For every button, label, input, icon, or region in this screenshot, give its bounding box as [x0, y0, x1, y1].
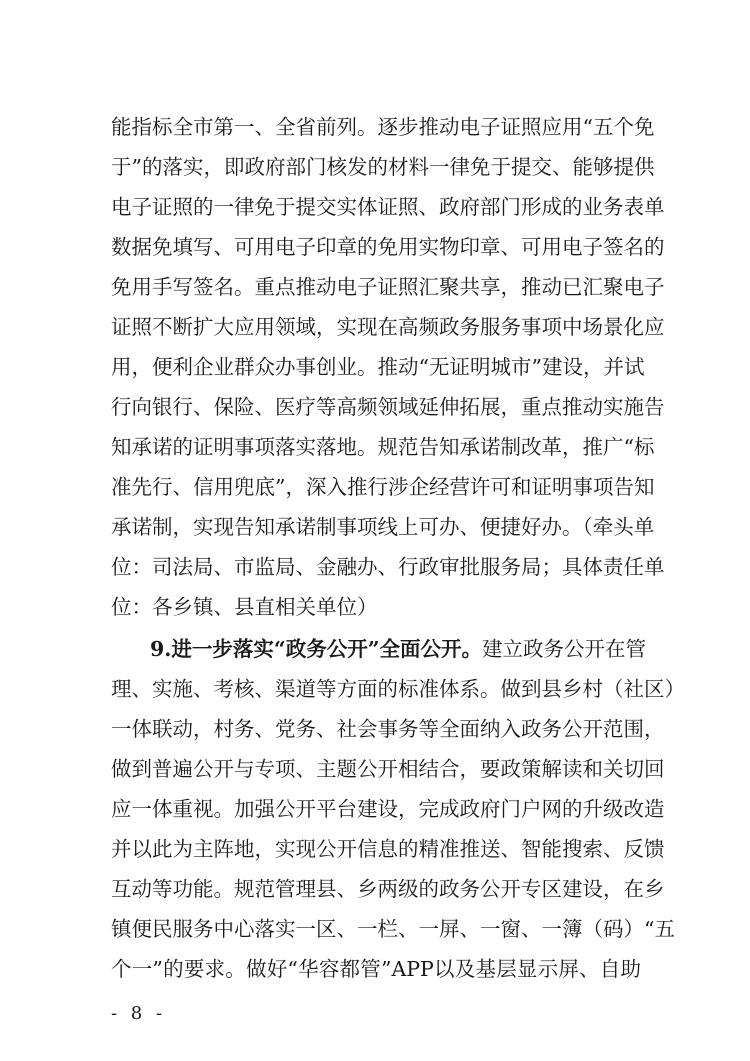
body-line-4: 数据免填写、可用电子印章的免用实物印章、可用电子签名的 [111, 235, 665, 259]
section-9-line-4: 做到普遍公开与专项、主题公开相结合，要政策解读和关切回 [111, 757, 665, 781]
body-line-9: 知承诺的证明事项落实落地。规范告知承诺制改革，推广“标 [111, 435, 655, 459]
section-9-heading: 9.进一步落实“政务公开”全面公开。 [150, 637, 482, 661]
body-line-8: 行向银行、保险、医疗等高频领域延伸拓展，重点推动实施告 [111, 395, 665, 419]
body-line-11: 承诺制，实现告知承诺制事项线上可办、便捷好办。（牵头单 [111, 515, 655, 539]
section-9-line-2: 理、实施、考核、渠道等方面的标准体系。做到县乡村（社区） [111, 677, 685, 701]
body-line-3: 电子证照的一律免于提交实体证照、政府部门形成的业务表单 [111, 195, 665, 219]
body-line-1: 能指标全市第一、全省前列。逐步推动电子证照应用“五个免 [111, 115, 655, 139]
body-line-13: 位：各乡镇、县直相关单位） [111, 595, 378, 619]
body-line-12: 位：司法局、市监局、金融办、行政审批服务局；具体责任单 [111, 555, 665, 579]
section-9-line-9: 个一”的要求。做好“华容都管”APP以及基层显示屏、自助 [111, 957, 641, 981]
section-9-line-5: 应一体重视。加强公开平台建设，完成政府门户网的升级改造 [111, 797, 665, 821]
section-9-first-line-text: 建立政务公开在管 [481, 637, 646, 661]
body-line-5: 免用手写签名。重点推动电子证照汇聚共享，推动已汇聚电子 [111, 275, 665, 299]
section-9-first-line [150, 634, 646, 664]
body-line-10: 准先行、信用兜底”，深入推行涉企经营许可和证明事项告知 [111, 475, 655, 499]
section-9-line-8: 镇便民服务中心落实一区、一栏、一屏、一窗、一簿（码）“五 [111, 917, 675, 941]
section-9-line-7: 互动等功能。规范管理县、乡两级的政务公开专区建设，在乡 [111, 877, 665, 901]
page-number: - 8 - [111, 1003, 167, 1024]
body-line-2: 于”的落实，即政府部门核发的材料一律免于提交、能够提供 [111, 155, 655, 179]
body-line-7: 用，便利企业群众办事创业。推动“无证明城市”建设，并试 [111, 355, 645, 379]
body-line-6: 证照不断扩大应用领域，实现在高频政务服务事项中场景化应 [111, 315, 665, 339]
section-9-line-6: 并以此为主阵地，实现公开信息的精准推送、智能搜索、反馈 [111, 837, 665, 861]
section-9-line-3: 一体联动，村务、党务、社会事务等全面纳入政务公开范围， [111, 717, 665, 741]
